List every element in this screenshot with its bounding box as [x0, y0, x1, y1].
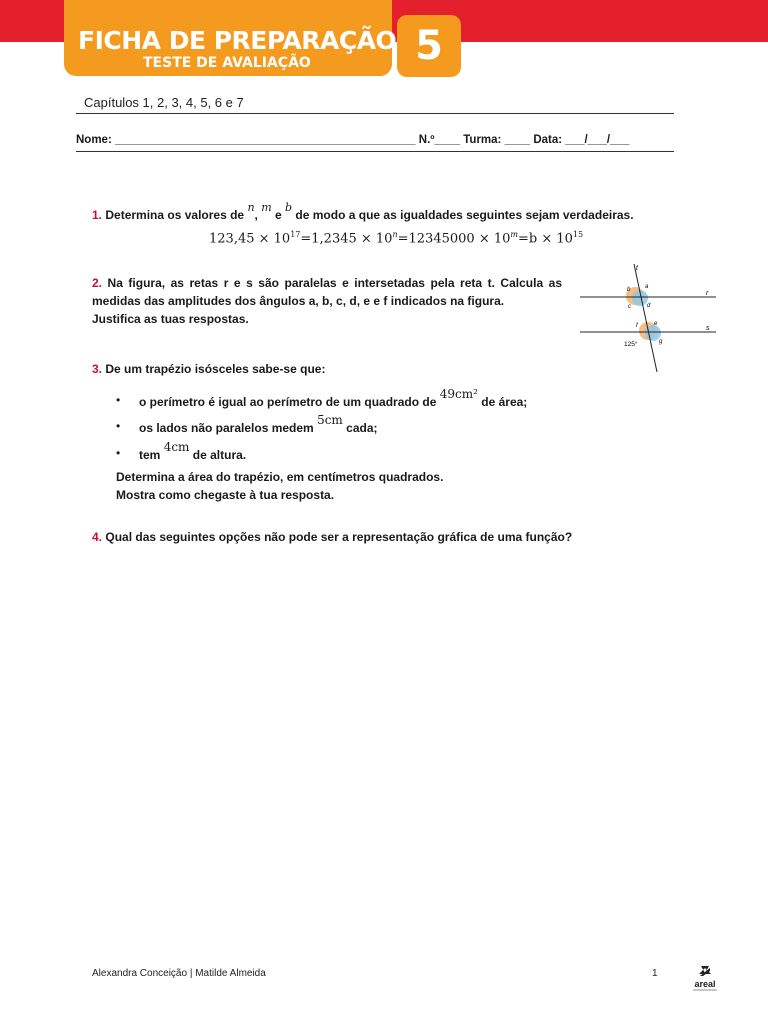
- question-1: [92, 201, 634, 225]
- unit-49cm2: 49cm²: [439, 387, 478, 401]
- label-r: r: [706, 290, 709, 297]
- q4-text: Qual das seguintes opções não pode ser a representação gráfica de uma função?: [105, 530, 573, 544]
- formula-part-d: =b × 10: [517, 231, 573, 247]
- chapters-line: Capítulos 1, 2, 3, 4, 5, 6 e 7: [84, 95, 244, 110]
- angle-label-a: a: [645, 284, 649, 290]
- angle-label-125: 125°: [624, 341, 638, 348]
- areal-logo-icon: [688, 964, 722, 994]
- bullet-dot: •: [116, 419, 121, 433]
- formula-part-c: =12345000 × 10: [397, 231, 511, 247]
- label-t: t: [636, 265, 638, 272]
- question-number: 1.: [92, 208, 103, 222]
- question-3-intro: [92, 360, 325, 378]
- formula-part-b: =1,2345 × 10: [300, 231, 393, 247]
- divider-bottom: [76, 151, 674, 152]
- banner-title: FICHA DE PREPARAÇÃO: [78, 26, 397, 55]
- formula-exp-1: 17: [290, 230, 301, 239]
- footer-authors: Alexandra Conceição | Matilde Almeida: [92, 968, 266, 979]
- q3-b3-text-a: tem: [139, 448, 161, 462]
- q3-b1-text-b: de área;: [481, 395, 528, 409]
- q1-comma: ,: [254, 208, 258, 222]
- q3-b2-text-b: cada;: [346, 421, 378, 435]
- q1-text-a: Determina os valores de: [105, 208, 245, 222]
- angle-label-c: c: [628, 304, 631, 310]
- q3-b2-text-a: os lados não paralelos medem: [139, 421, 314, 435]
- q3-instruction: [116, 468, 443, 504]
- q2-line-2: medidas das amplitudes dos ângulos a, b, c, d, e e f indicados na figura.: [92, 294, 505, 308]
- angle-label-e: e: [654, 321, 658, 327]
- var-n: n: [247, 201, 255, 214]
- question-number: 4.: [92, 530, 103, 544]
- q3-intro-text: De um trapézio isósceles sabe-se que:: [105, 362, 326, 376]
- var-m: m: [261, 201, 272, 214]
- question-number: 2.: [92, 276, 103, 290]
- q1-formula: [209, 230, 583, 246]
- q1-and: e: [275, 208, 282, 222]
- divider-top: [76, 113, 674, 114]
- q3-bullet-1: [139, 387, 528, 411]
- student-info-line: Nome: _______________________________________________ N.º____ Turma: ____ Data: ___/___/___: [76, 134, 630, 146]
- angle-label-f: f: [636, 323, 638, 329]
- label-s: s: [706, 325, 710, 332]
- q2-line-3: Justifica as tuas respostas.: [92, 312, 249, 326]
- bullet-dot: •: [116, 446, 121, 460]
- var-b: b: [285, 201, 293, 214]
- logo-text: areal: [694, 979, 716, 989]
- q2-line-1-text: Na figura, as retas r e s são paralelas e intersetadas pela reta t. Calcula as: [107, 276, 562, 290]
- parallel-lines-figure: [576, 260, 722, 375]
- q1-text-b: de modo a que as igualdades seguintes sejam verdadeiras.: [295, 208, 634, 222]
- question-number: 3.: [92, 362, 103, 376]
- q3-bullet-2: [139, 413, 378, 437]
- q3-line-4: Determina a área do trapézio, em centímetros quadrados.: [116, 470, 444, 484]
- unit-4cm: 4cm: [163, 440, 190, 454]
- angle-label-d: d: [647, 303, 651, 309]
- angle-label-g: g: [659, 339, 663, 345]
- formula-part-a: 123,45 × 10: [209, 231, 291, 247]
- question-4: [92, 528, 572, 546]
- q3-line-5: Mostra como chegaste à tua resposta.: [116, 488, 335, 502]
- q3-b3-text-b: de altura.: [192, 448, 247, 462]
- q2-line-1: [92, 274, 562, 292]
- sheet-number-badge: 5: [397, 15, 461, 77]
- formula-exp-4: 15: [572, 230, 584, 239]
- formula-exp-2: n: [392, 230, 398, 239]
- line-t: [634, 264, 657, 372]
- angle-label-b: b: [627, 287, 631, 293]
- bullet-dot: •: [116, 393, 121, 407]
- formula-exp-3: m: [510, 230, 518, 239]
- unit-5cm: 5cm: [317, 413, 343, 427]
- q3-bullet-3: [139, 440, 247, 464]
- banner-subtitle: TESTE DE AVALIAÇÃO: [143, 55, 311, 71]
- q3-b1-text-a: o perímetro é igual ao perímetro de um quadrado de: [139, 395, 437, 409]
- question-2: [92, 274, 562, 328]
- page-number: 1: [652, 968, 658, 979]
